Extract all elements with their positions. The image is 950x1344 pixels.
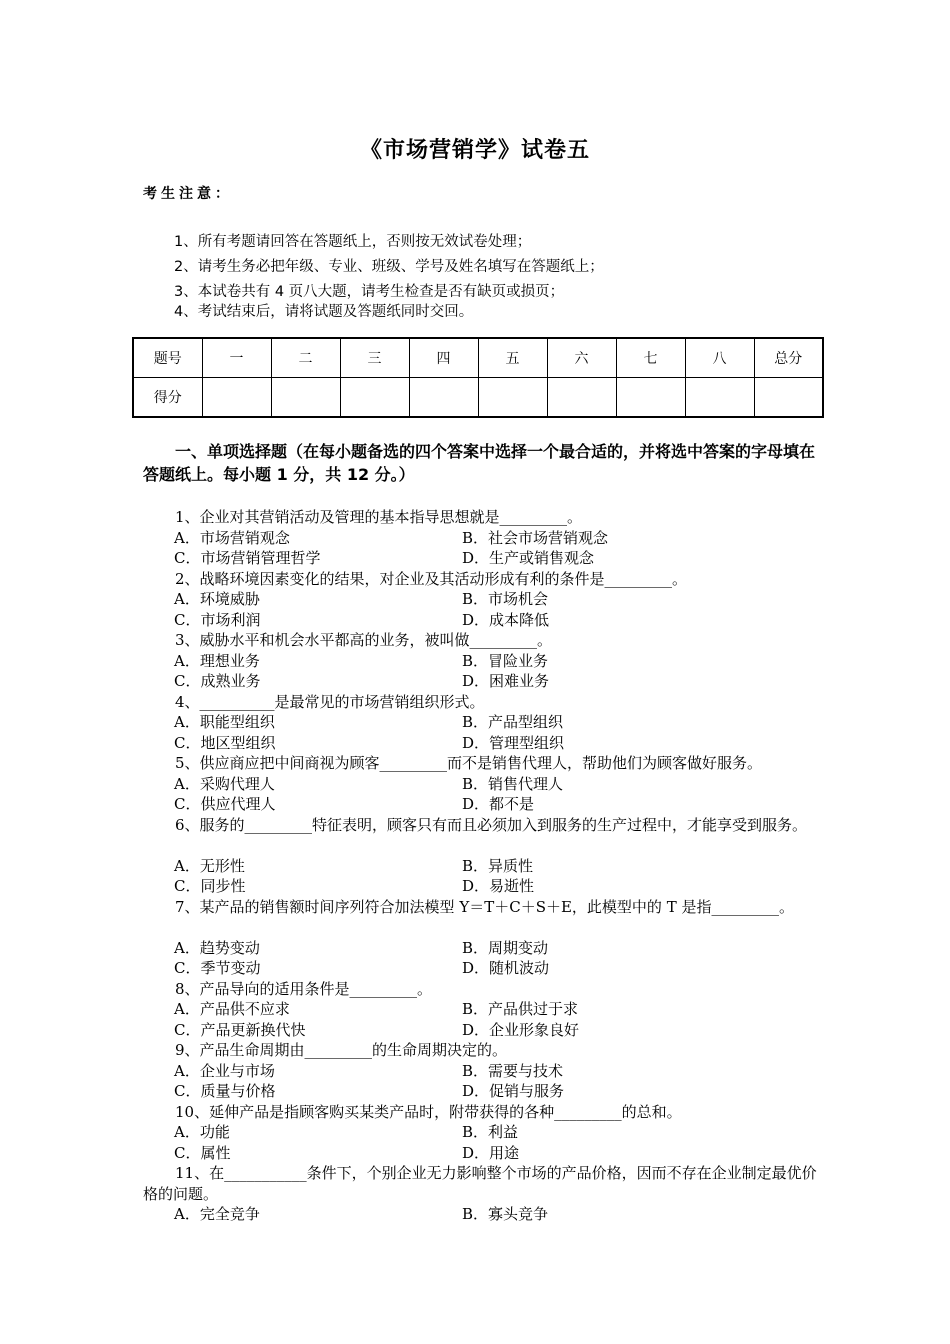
option-c[interactable]: C．产品更新换代快 <box>174 1021 306 1039</box>
option-b[interactable]: B．需要与技术 <box>462 1062 564 1080</box>
page-title: 《市场营销学》试卷五 <box>359 137 590 163</box>
notice-item: 2、请考生务必把年级、专业、班级、学号及姓名填写在答题纸上； <box>174 259 604 275</box>
option-d[interactable]: D．用途 <box>462 1144 520 1162</box>
question-text: 2、战略环境因素变化的结果，对企业及其活动形成有利的条件是_________。 <box>175 570 688 588</box>
option-c[interactable]: C．成熟业务 <box>174 672 261 690</box>
score-header-cell: 六 <box>547 338 616 378</box>
question-text: 8、产品导向的适用条件是_________。 <box>175 980 433 998</box>
section-heading-text: 一、单项选择题（在每小题备选的四个答案中选择一个最合适的，并将选中答案的字母填在答题纸上。每小题 1 分，共 12 分。） <box>143 442 816 484</box>
option-b[interactable]: B．周期变动 <box>462 939 549 957</box>
score-header-cell: 总分 <box>754 338 823 378</box>
score-cell[interactable] <box>340 378 409 418</box>
question-text: 4、__________是最常见的市场营销组织形式。 <box>175 693 485 711</box>
question-stem <box>143 1163 823 1204</box>
score-cell[interactable] <box>547 378 616 418</box>
option-a[interactable]: A．采购代理人 <box>174 775 275 793</box>
option-b[interactable]: B．异质性 <box>462 857 534 875</box>
score-cell[interactable] <box>409 378 478 418</box>
section-heading <box>143 440 823 486</box>
option-b[interactable]: B．寡头竞争 <box>462 1205 549 1223</box>
option-b[interactable]: B．销售代理人 <box>462 775 564 793</box>
option-a[interactable]: A．职能型组织 <box>174 713 275 731</box>
option-a[interactable]: A．市场营销观念 <box>174 529 290 547</box>
notice-item: 3、本试卷共有 4 页八大题，请考生检查是否有缺页或损页； <box>174 284 565 300</box>
question-stem <box>143 630 823 651</box>
option-d[interactable]: D．成本降低 <box>462 611 550 629</box>
question-stem <box>143 692 823 713</box>
question-text: 1、企业对其营销活动及管理的基本指导思想就是_________。 <box>175 508 583 526</box>
question-text: 5、供应商应把中间商视为顾客_________而不是销售代理人，帮助他们为顾客做好服务。 <box>175 754 763 772</box>
option-d[interactable]: D．易逝性 <box>462 877 535 895</box>
question-stem <box>143 507 823 528</box>
option-a[interactable]: A．无形性 <box>174 857 245 875</box>
question-text: 6、服务的_________特征表明，顾客只有而且必须加入到服务的生产过程中，才能享受到服务。 <box>175 816 808 834</box>
notice-heading: 考生注意： <box>143 186 233 202</box>
score-header-cell: 八 <box>685 338 754 378</box>
option-a[interactable]: A．产品供不应求 <box>174 1000 290 1018</box>
option-a[interactable]: A．完全竞争 <box>174 1205 260 1223</box>
option-b[interactable]: B．冒险业务 <box>462 652 549 670</box>
question-stem <box>143 897 823 918</box>
option-d[interactable]: D．促销与服务 <box>462 1082 565 1100</box>
option-a[interactable]: A．企业与市场 <box>174 1062 275 1080</box>
question-stem <box>143 1040 823 1061</box>
notice-item: 1、所有考题请回答在答题纸上，否则按无效试卷处理； <box>174 234 532 250</box>
score-header-cell: 三 <box>340 338 409 378</box>
score-header-cell: 七 <box>616 338 685 378</box>
question-stem <box>143 1102 823 1123</box>
score-cell[interactable] <box>478 378 547 418</box>
question-text: 7、某产品的销售额时间序列符合加法模型 Y＝T＋C＋S＋E，此模型中的 T 是指_________。 <box>175 898 794 916</box>
question-text: 10、延伸产品是指顾客购买某类产品时，附带获得的各种_________的总和。 <box>175 1103 682 1121</box>
question-text: 3、威胁水平和机会水平都高的业务，被叫做_________。 <box>175 631 553 649</box>
option-c[interactable]: C．季节变动 <box>174 959 261 977</box>
score-cell[interactable] <box>754 378 823 418</box>
option-d[interactable]: D．困难业务 <box>462 672 550 690</box>
option-c[interactable]: C．质量与价格 <box>174 1082 276 1100</box>
score-cell[interactable] <box>271 378 340 418</box>
score-header-cell: 题号 <box>133 338 202 378</box>
question-text: 9、产品生命周期由_________的生命周期决定的。 <box>175 1041 508 1059</box>
option-c[interactable]: C．同步性 <box>174 877 246 895</box>
score-table <box>132 337 824 418</box>
score-header-cell: 二 <box>271 338 340 378</box>
question-stem <box>143 815 823 836</box>
score-cell[interactable] <box>685 378 754 418</box>
notice-item: 4、考试结束后，请将试题及答题纸同时交回。 <box>174 304 474 320</box>
option-b[interactable]: B．利益 <box>462 1123 519 1141</box>
option-c[interactable]: C．供应代理人 <box>174 795 276 813</box>
option-b[interactable]: B．市场机会 <box>462 590 549 608</box>
question-stem <box>143 753 843 774</box>
question-stem <box>143 979 823 1000</box>
score-table-header-row <box>133 338 823 378</box>
score-header-cell: 一 <box>202 338 271 378</box>
option-c[interactable]: C．地区型组织 <box>174 734 276 752</box>
option-d[interactable]: D．随机波动 <box>462 959 550 977</box>
score-cell[interactable] <box>616 378 685 418</box>
option-b[interactable]: B．产品供过于求 <box>462 1000 579 1018</box>
option-b[interactable]: B．社会市场营销观念 <box>462 529 609 547</box>
option-c[interactable]: C．属性 <box>174 1144 231 1162</box>
option-c[interactable]: C．市场利润 <box>174 611 261 629</box>
score-header-cell: 五 <box>478 338 547 378</box>
option-a[interactable]: A．功能 <box>174 1123 230 1141</box>
option-a[interactable]: A．趋势变动 <box>174 939 260 957</box>
option-d[interactable]: D．生产或销售观念 <box>462 549 595 567</box>
option-d[interactable]: D．都不是 <box>462 795 535 813</box>
option-d[interactable]: D．管理型组织 <box>462 734 565 752</box>
option-a[interactable]: A．理想业务 <box>174 652 260 670</box>
question-stem <box>143 569 823 590</box>
option-d[interactable]: D．企业形象良好 <box>462 1021 580 1039</box>
option-c[interactable]: C．市场营销管理哲学 <box>174 549 321 567</box>
question-text: 11、在___________条件下，个别企业无力影响整个市场的产品价格，因而不存在企业制定最优价格的问题。 <box>143 1164 817 1203</box>
option-a[interactable]: A．环境威胁 <box>174 590 260 608</box>
option-b[interactable]: B．产品型组织 <box>462 713 564 731</box>
score-cell[interactable] <box>202 378 271 418</box>
score-row-label: 得分 <box>133 378 202 418</box>
score-table-score-row <box>133 378 823 418</box>
score-header-cell: 四 <box>409 338 478 378</box>
